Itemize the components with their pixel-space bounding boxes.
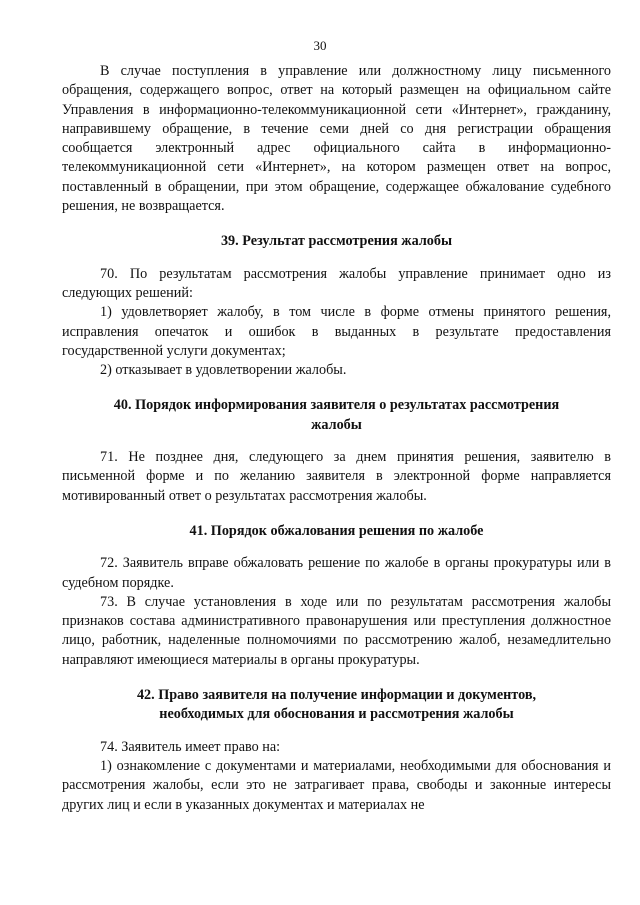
paragraph-70: 70. По результатам рассмотрения жалобы управление принимает одно из следующих решений: — [62, 265, 611, 301]
paragraph-71: 71. Не позднее дня, следующего за днем принятия решения, заявителю в письменной форме и по желанию заявителя в электронной форме направляется мотивированный ответ о результатах рассмотрения жалобы. — [62, 449, 611, 504]
paragraph-intro: В случае поступления в управление или должностному лицу письменного обращения, содержащего вопрос, ответ на который размещен на официальном сайте Управления в информационно-телекоммуникационной сети «Интернет», гражданину, направившему обращение, в течение семи дней со дня регистрации обращения сообщается электронный адрес официального сайта в информационно-телекоммуникационной сети «Интернет», на котором размещен ответ на вопрос, поставленный в обращении, при этом обращение, содержащее обжалование судебного решения, не возвращается. — [62, 63, 611, 215]
page-number: 30 — [313, 38, 327, 53]
paragraph-73: 73. В случае установления в ходе или по результатам рассмотрения жалобы признаков состава административного правонарушения или преступления должностное лицо, работник, наделенные полномочиями по рассмотрению жалоб, незамедлительно направляют имеющиеся материалы в органы прокуратуры. — [62, 593, 611, 668]
paragraph-70-item-2: 2) отказывает в удовлетворении жалобы. — [100, 362, 347, 379]
document-body — [62, 62, 611, 815]
section-heading-39: 39. Результат рассмотрения жалобы — [220, 233, 453, 250]
section-heading-42: 42. Право заявителя на получение информации и документов, необходимых для обоснования и рассмотрения жалобы — [136, 687, 537, 723]
paragraph-72: 72. Заявитель вправе обжаловать решение по жалобе в органы прокуратуры или в судебном порядке. — [62, 555, 611, 591]
paragraph-70-item-1: 1) удовлетворяет жалобу, в том числе в форме отмены принятого решения, исправления опечаток и ошибок в выданных в результате предоставления государственной услуги документах; — [62, 304, 611, 359]
paragraph-74: 74. Заявитель имеет право на: — [100, 738, 281, 755]
section-heading-41: 41. Порядок обжалования решения по жалобе — [189, 522, 484, 539]
section-heading-40: 40. Порядок информирования заявителя о результатах рассмотрения жалобы — [113, 397, 560, 433]
paragraph-74-item-1: 1) ознакомление с документами и материалами, необходимыми для обоснования и рассмотрения жалобы, если это не затрагивает права, свободы и законные интересы других лиц и если в указанных документах и материалах не — [62, 757, 611, 813]
